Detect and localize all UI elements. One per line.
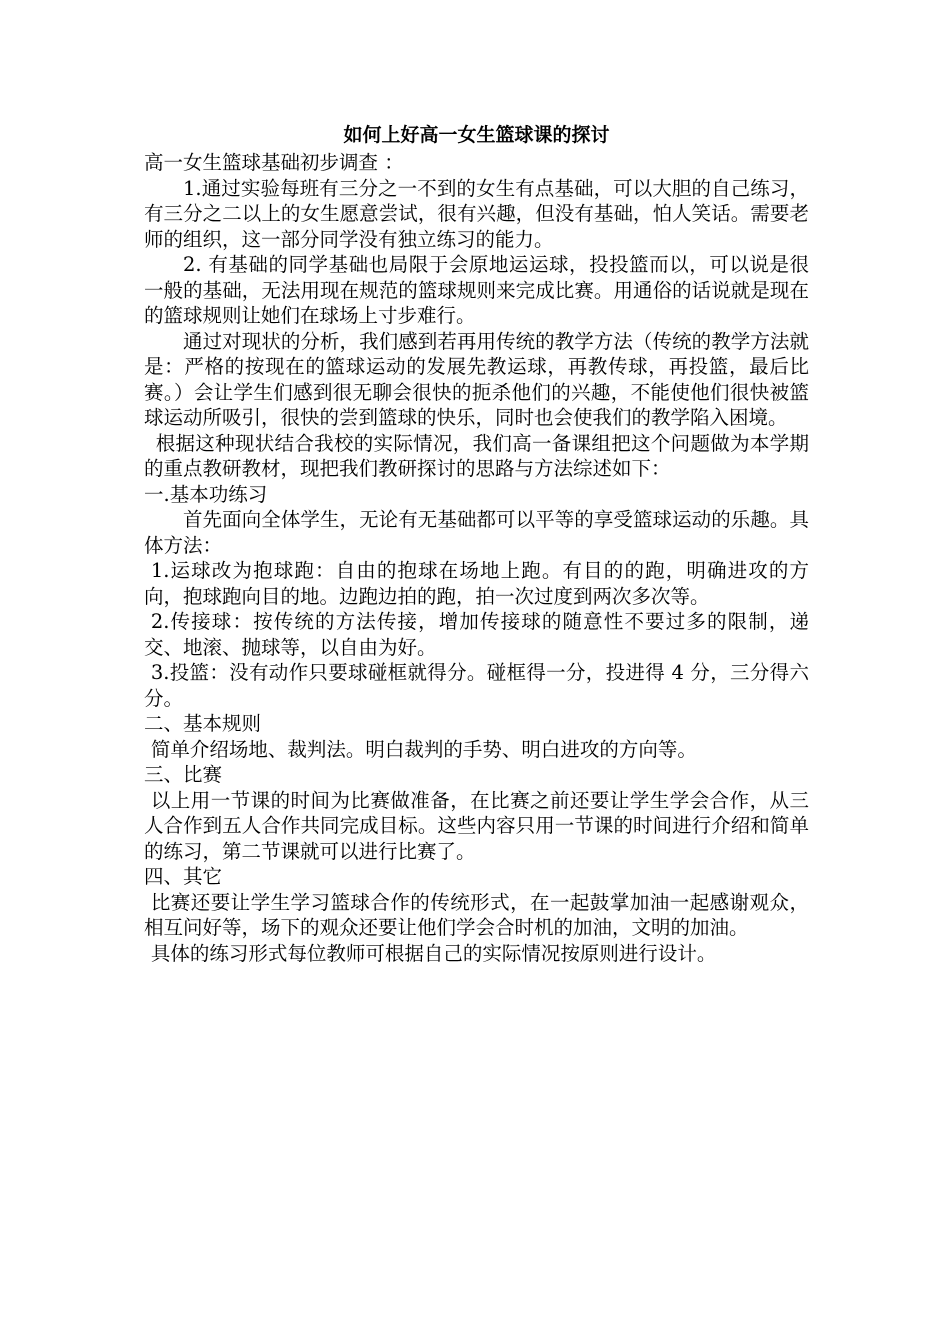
paragraph-survey-item-2: 2. 有基础的同学基础也局限于会原地运运球，投投篮而以，可以说是很一般的基础，无法用现在规范的篮球规则来完成比赛。用通俗的话说就是现在的篮球规则让她们在球场上寸步难行。	[144, 253, 809, 327]
paragraph-survey-item-1: 1.通过实验每班有三分之一不到的女生有点基础，可以大胆的自己练习，有三分之二以上的女生愿意尝试，很有兴趣，但没有基础，怕人笑话。需要老师的组织，这一部分同学没有独立练习的能力。	[144, 176, 809, 251]
document-page	[144, 120, 809, 966]
paragraph-pass-method: 2.传接球：按传统的方法传接，增加传接球的随意性不要过多的限制，递交、地滚、抛球等，以自由为好。	[144, 610, 809, 659]
section-heading-other: 四、其它	[144, 865, 223, 888]
paragraph-competition: 以上用一节课的时间为比赛做准备，在比赛之前还要让学生学会合作，从三人合作到五人合作共同完成目标。这些内容只用一节课的时间进行介绍和简单的练习，第二节课就可以进行比赛了。	[144, 788, 809, 863]
survey-heading: 高一女生篮球基础初步调查 ：	[144, 151, 404, 174]
paragraph-summary: 根据这种现状结合我校的实际情况，我们高一备课组把这个问题做为本学期的重点教研教材，现把我们教研探讨的思路与方法综述如下：	[144, 431, 809, 480]
paragraph-other: 比赛还要让学生学习篮球合作的传统形式，在一起鼓掌加油一起感谢观众，相互问好等，场下的观众还要让他们学会合时机的加油，文明的加油。	[144, 890, 809, 939]
section-heading-basic-skills: 一.基本功练习	[144, 482, 268, 506]
paragraph-closing: 具体的练习形式每位教师可根据自己的实际情况按原则进行设计。	[150, 941, 717, 965]
paragraph-basic-skills-intro: 首先面向全体学生，无论有无基础都可以平等的享受篮球运动的乐趣。具体方法：	[144, 508, 809, 557]
section-heading-basic-rules: 二、基本规则	[144, 712, 262, 735]
section-heading-competition: 三、比赛	[144, 763, 223, 786]
paragraph-basic-rules: 简单介绍场地、裁判法。明白裁判的手势、明白进攻的方向等。	[150, 737, 697, 761]
paragraph-dribble-method: 1.运球改为抱球跑：自由的抱球在场地上跑。有目的的跑，明确进攻的方向，抱球跑向目的地。边跑边拍的跑，拍一次过度到两次多次等。	[144, 559, 809, 608]
paragraph-analysis: 通过对现状的分析，我们感到若再用传统的教学方法（传统的教学方法就是：严格的按现在的篮球运动的发展先教运球，再教传球，再投篮，最后比赛。）会让学生们感到很无聊会很快的扼杀他们的兴趣，不能使他们很快被篮球运动所吸引，很快的尝到篮球的快乐，同时也会使我们的教学陷入困境。	[144, 329, 809, 429]
paragraph-shoot-method: 3.投篮：没有动作只要球碰框就得分。碰框得一分，投进得 4 分，三分得六分。	[144, 661, 809, 710]
document-title: 如何上好高一女生篮球课的探讨	[343, 124, 610, 146]
